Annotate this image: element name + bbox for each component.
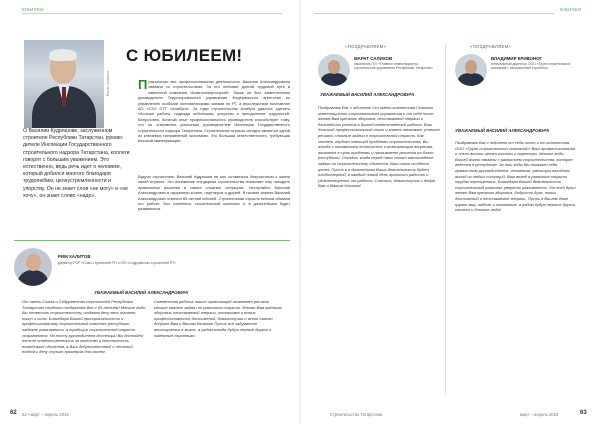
greeter-name: РИМ ХАЛИТОВ (58, 254, 91, 259)
spread-gutter (299, 0, 301, 424)
left-page-number: 62 (10, 410, 17, 416)
article-text-1: рактически вся профессиональная деятельность Василия Александровича связана со строительством. За его плечами долгий трудовой путь в известной компании «Камгэсэнергострой». Также он был заместителем руководителя Территориального управления Федерального агентства по управлению особыми экономическими зонами по РТ, а впоследствии возглавлял АО «СЗО ПТТ «Алабуга». За годы строительства Алабуги удалось сделать «больше работы, надежда небольшая, упорство и преодоление трудностей. Безусловно, богатый опыт профессионального руководителя способствует тому, что он становится успешным руководителем Инспекции Государственного строительного надзора Татарстана. Строительная отрасль сегодня является одной из ключевых направлений экономики. Это большая ответственность, требующая высокой квалификации. (138, 79, 290, 144)
right-page-number: 63 (580, 410, 587, 416)
greeter-role: директор РОР «Союз строителей РТ» и ОП «Содружество строителей РТ» (58, 261, 176, 265)
greeting-a-text: Поздравляю Вас с юбилеем! От имени коллектива Главного инвестиционно-строительного управления и от себя лично желаю Вам крепкого здоровья, неиссякаемой энергии и дальнейших успехов в Вашей ответственной работе. Ваш большой профессиональный опыт и знания помогают успешно решать сложные задачи в строительной отрасли. Как человек, глубоко знающий проблемы строительства, Вы всегда с пониманием относитесь к возникающим вопросам, вникаете в суть проблемы и принимаете решения на благо республики. Сегодня, когда перед нами стоят масштабные задачи по строительству объектов, Ваш опыт особенно ценен. Пусть и в дальнейшем Ваша деятельность будет плодотворной, а каждый новый день приносит радость и удовлетворение от работы. Счастья, благополучия и добра Вам и Вашим близким! (318, 105, 440, 189)
right-header-rule (314, 13, 554, 14)
column-divider (445, 44, 446, 394)
krivonog-photo (455, 54, 487, 86)
greeting-b-text: Поздравляю Вас с юбилеем от себя лично и от коллектива ООО «Групп строительных компаний»! Ваш профессионализм и опыт высоко ценят коллеги и партнеры. Многие годы Вашей жизни связаны с развитием строительства, которое ведется в республике. За эти годы Вы показали себя грамотным руководителем, человеком, умеющим находить выход из любых ситуаций. Ваш вклад в развитие отрасли трудно переоценить. Благодаря Вашей деятельности строительный комплекс уверенно развивается. От всей души желаю Вам крепкого здоровья, бодрости духа, новых достижений и неиссякаемой энергии. Пусть в Вашем доме царят мир, любовь и понимание, а рядом будут верные друзья, коллеги и близкие люди! (455, 140, 576, 213)
greeting-column-2: Совместная работа наших организаций позволяет решать многие важные задачи по развитию отрасли. Желаю Вам крепкого здоровья, неиссякаемой энергии, оптимизма и новых профессиональных достижений, благополучия и всего самого доброго Вам и Вашим близким! Пусть все задуманное воплощается в жизнь, а рядом всегда будут верные друзья и надежные соратники. (154, 299, 283, 338)
greeting-a-role: начальник ГКУ «Главное инвестиционно-строительное управление Республики Татарстан» (354, 62, 434, 71)
left-rubric: ЮБИЛЕИ (22, 7, 44, 12)
photo-caption: Васил Хабиров (106, 71, 110, 96)
greeting-a-name: МАРАТ САЛИХОВ (354, 56, 393, 61)
greeting-a-heading: «ПОЗДРАВЛЯЕМ» (345, 44, 387, 49)
right-footer-date: март – апрель 2019 (520, 412, 559, 417)
left-header-rule (22, 13, 282, 14)
greeting-divider (14, 240, 290, 241)
greeting-b-salutation: УВАЖАЕМЫЙ ВАСИЛИЙ АЛЕКСАНДРОВИЧ! (455, 128, 550, 133)
greeting-a-salutation: УВАЖАЕМЫЙ ВАСИЛИЙ АЛЕКСАНДРОВИЧ! (320, 92, 415, 97)
greeting-column-1: От имени Союза и Содружества строителей Республики Татарстан сердечно поздравляю Вас с 65-летием! Многие годы Вы посвятили строительству, отдавая делу весь талант, опыт и силы. Благодаря Вашей принципиальности и профессионализму строительный комплекс республики надежно развивается, а традиции строительной отрасли сохраняются. На посту руководителя Инспекции Вы достойно несете ответственность за качество и безопасность возводимых объектов, а Ваш добросовестный и честный подход к делу служит примером для коллег. (22, 299, 146, 355)
right-rubric: ЮБИЛЕИ (560, 7, 582, 12)
article-column-2: Будучи строителем, Василий Кудряшов не мог оставаться безучастным к жизни своей отрасли. Это понимание специфики строительства позволяет ему находить правильные решения в самых сложных ситуациях. Неслучайно Василий Александрович в окружении коллег, партнеров и друзей. В начале апреля Василий Александрович отметил 65-летний юбилей. Строительная отрасль многим обязана его работе. Без сомнения, строительный комплекс и в дальнейшем будет развиваться. (138, 174, 290, 212)
greeting-b-name: ВЛАДИМИР КРИВОНОГ (491, 56, 543, 61)
khalitov-photo (14, 248, 52, 286)
article-column-1 (138, 79, 290, 144)
portrait-photo (24, 40, 104, 128)
drop-cap: П (138, 77, 148, 92)
salikhov-photo (318, 54, 350, 86)
right-footer-title: Строительство Татарстана (330, 412, 383, 417)
greeting-b-role: генеральный директор ООО «Групп строительных компаний», заслуженный строитель (491, 62, 571, 71)
greeting-salutation: УВАЖАЕМЫЙ ВАСИЛИЙ АЛЕКСАНДРОВИЧ! (94, 290, 189, 295)
lead-paragraph: О Василии Кудряшове, заслуженном строителе Республики Татарстан, руководителе Инспекции Государственного строительного надзора Татарстана, коллеги говорят с большим уважением. Это естественно, ведь речь идет о человеке, который добился многого благодаря трудолюбию, целеустремленности и упорству. Он не знает слов «не могу» и «не хочу», он знает слово «надо». (23, 128, 130, 199)
left-footer: 62 • март – апрель 2019 (22, 412, 69, 417)
page-title: С ЮБИЛЕЕМ! (126, 46, 243, 65)
greeting-b-heading: «ПОЗДРАВЛЯЕМ» (470, 44, 512, 49)
